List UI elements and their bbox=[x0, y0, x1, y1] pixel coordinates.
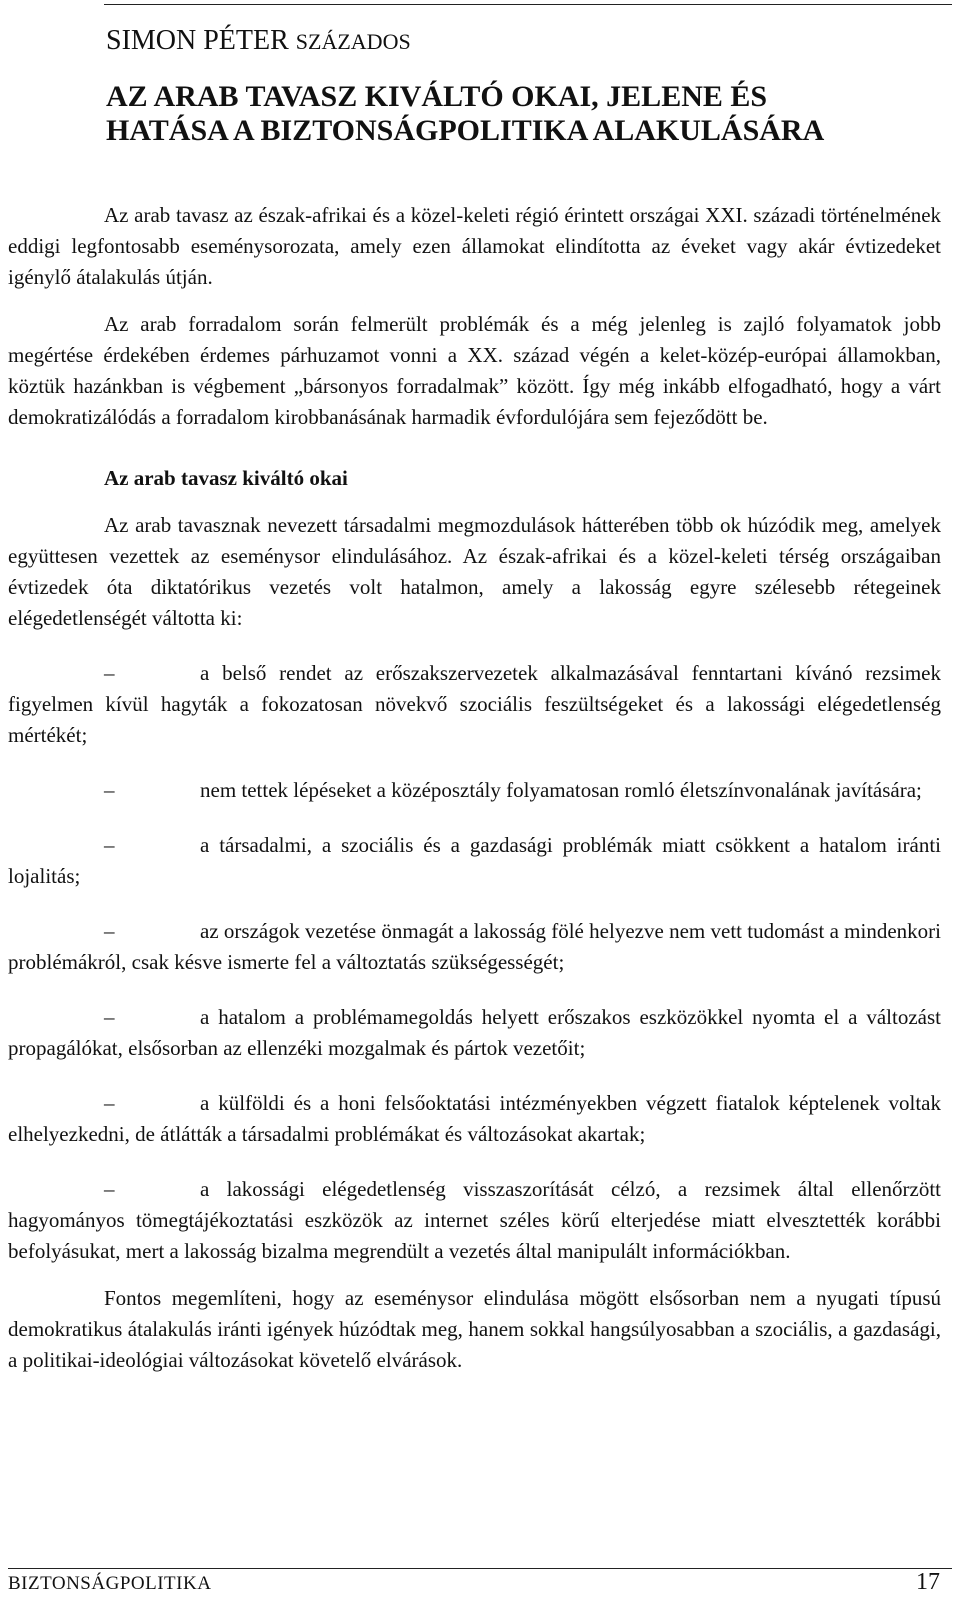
intro-rest: XXI. századi történelmének eddigi legfontosabb eseménysorozata, amely ezen államokat elindította az éveket vagy akár évtizedeket igénylő átalakulás útján. bbox=[8, 203, 942, 289]
section-paragraph: Az arab tavasznak nevezett társadalmi megmozdulások hátterében több ok húzódik meg, amelyek együttesen vezettek az eseménysor elindulásához. Az észak-afrikai és a közel-keleti térség országaiban évtizedek óta diktatórikus vezetés volt hatalmon, amely a lakosság egyre szélesebb rétegeinek elégedetlenségét váltotta ki: bbox=[8, 513, 941, 630]
bullet-item: – az országok vezetése önmagát a lakosság fölé helyezve nem vett tudomást a mindenkori problémákról, csak késve ismerte fel a változtatás szükségességét; bbox=[8, 916, 941, 978]
dash-marker: – bbox=[104, 778, 115, 802]
page-number: 17 bbox=[916, 1569, 940, 1595]
author-name: SIMON PÉTER bbox=[106, 25, 289, 56]
author-rank: SZÁZADOS bbox=[295, 29, 411, 54]
section-heading: Az arab tavasz kiváltó okai bbox=[104, 466, 348, 490]
dash-marker: – bbox=[104, 1091, 115, 1115]
intro-paragraph-2: Az arab forradalom során felmerült problémák és a még jelenleg is zajló folyamatok jobb megértése érdekében érdemes párhuzamot vonni a XX. század végén a kelet-közép-európai államokban, köztük hazánkban is végbement „bársonyos forradalmak” között. Így még inkább elfogadható, hogy a várt demokratizálódás a forradalom kirobbanásának harmadik évfordulójára sem fejeződött be. bbox=[8, 312, 941, 429]
title-line-1: AZ ARAB TAVASZ KIVÁLTÓ OKAI, JELENE ÉS bbox=[106, 80, 768, 113]
dash-marker: – bbox=[104, 1005, 115, 1029]
intro-paragraph-1 bbox=[8, 200, 941, 293]
bullet-item: – nem tettek lépéseket a középosztály folyamatosan romló életszínvonalának javítására; bbox=[8, 775, 941, 806]
dash-marker: – bbox=[104, 661, 115, 685]
footer-rule bbox=[8, 1568, 952, 1569]
bullet-item: – a hatalom a problémamegoldás helyett erőszakos eszközökkel nyomta el a változást propagálókat, elsősorban az ellenzéki mozgalmak és pártok vezetőit; bbox=[8, 1002, 941, 1064]
dash-marker: – bbox=[104, 833, 115, 857]
dash-marker: – bbox=[104, 919, 115, 943]
journal-name: BIZTONSÁGPOLITIKA bbox=[8, 1573, 212, 1594]
bullet-item: – a belső rendet az erőszakszervezetek alkalmazásával fenntartani kívánó rezsimek figyelmen kívül hagyták a fokozatosan növekvő szociális feszültségeket és a lakossági elégedetlenség mértékét; bbox=[8, 658, 941, 751]
title-line-2: HATÁSA A BIZTONSÁGPOLITIKA ALAKULÁSÁRA bbox=[106, 114, 825, 147]
intro-first-line: Az arab tavasz az észak-afrikai és a közel-keleti régió érintett országai bbox=[104, 203, 700, 227]
author-line bbox=[106, 24, 411, 59]
article-title bbox=[106, 80, 946, 148]
bullet-item: – a lakossági elégedetlenség visszaszorítását célzó, a rezsimek által ellenőrzött hagyományos tömegtájékoztatási eszközök az internet széles körű elterjedése miatt elvesztették korábbi befolyásukat, mert a lakosság bizalma megrendült a vezetés által manipulált információkban. bbox=[8, 1174, 941, 1267]
header-rule bbox=[104, 4, 952, 5]
article-body bbox=[8, 200, 941, 1376]
dash-marker: – bbox=[104, 1177, 115, 1201]
bullet-item: – a külföldi és a honi felsőoktatási intézményekben végzett fiatalok képtelenek voltak elhelyezkedni, de átlátták a társadalmi problémákat és változásokat akartak; bbox=[8, 1088, 941, 1150]
bullet-item: – a társadalmi, a szociális és a gazdasági problémák miatt csökkent a hatalom iránti lojalitás; bbox=[8, 830, 941, 892]
closing-paragraph: Fontos megemlíteni, hogy az eseménysor elindulása mögött elsősorban nem a nyugati típusú demokratikus átalakulás iránti igények húzódtak meg, hanem sokkal hangsúlyosabban a szociális, a gazdasági, a politikai-ideológiai változásokat követelő elvárások. bbox=[8, 1286, 941, 1372]
